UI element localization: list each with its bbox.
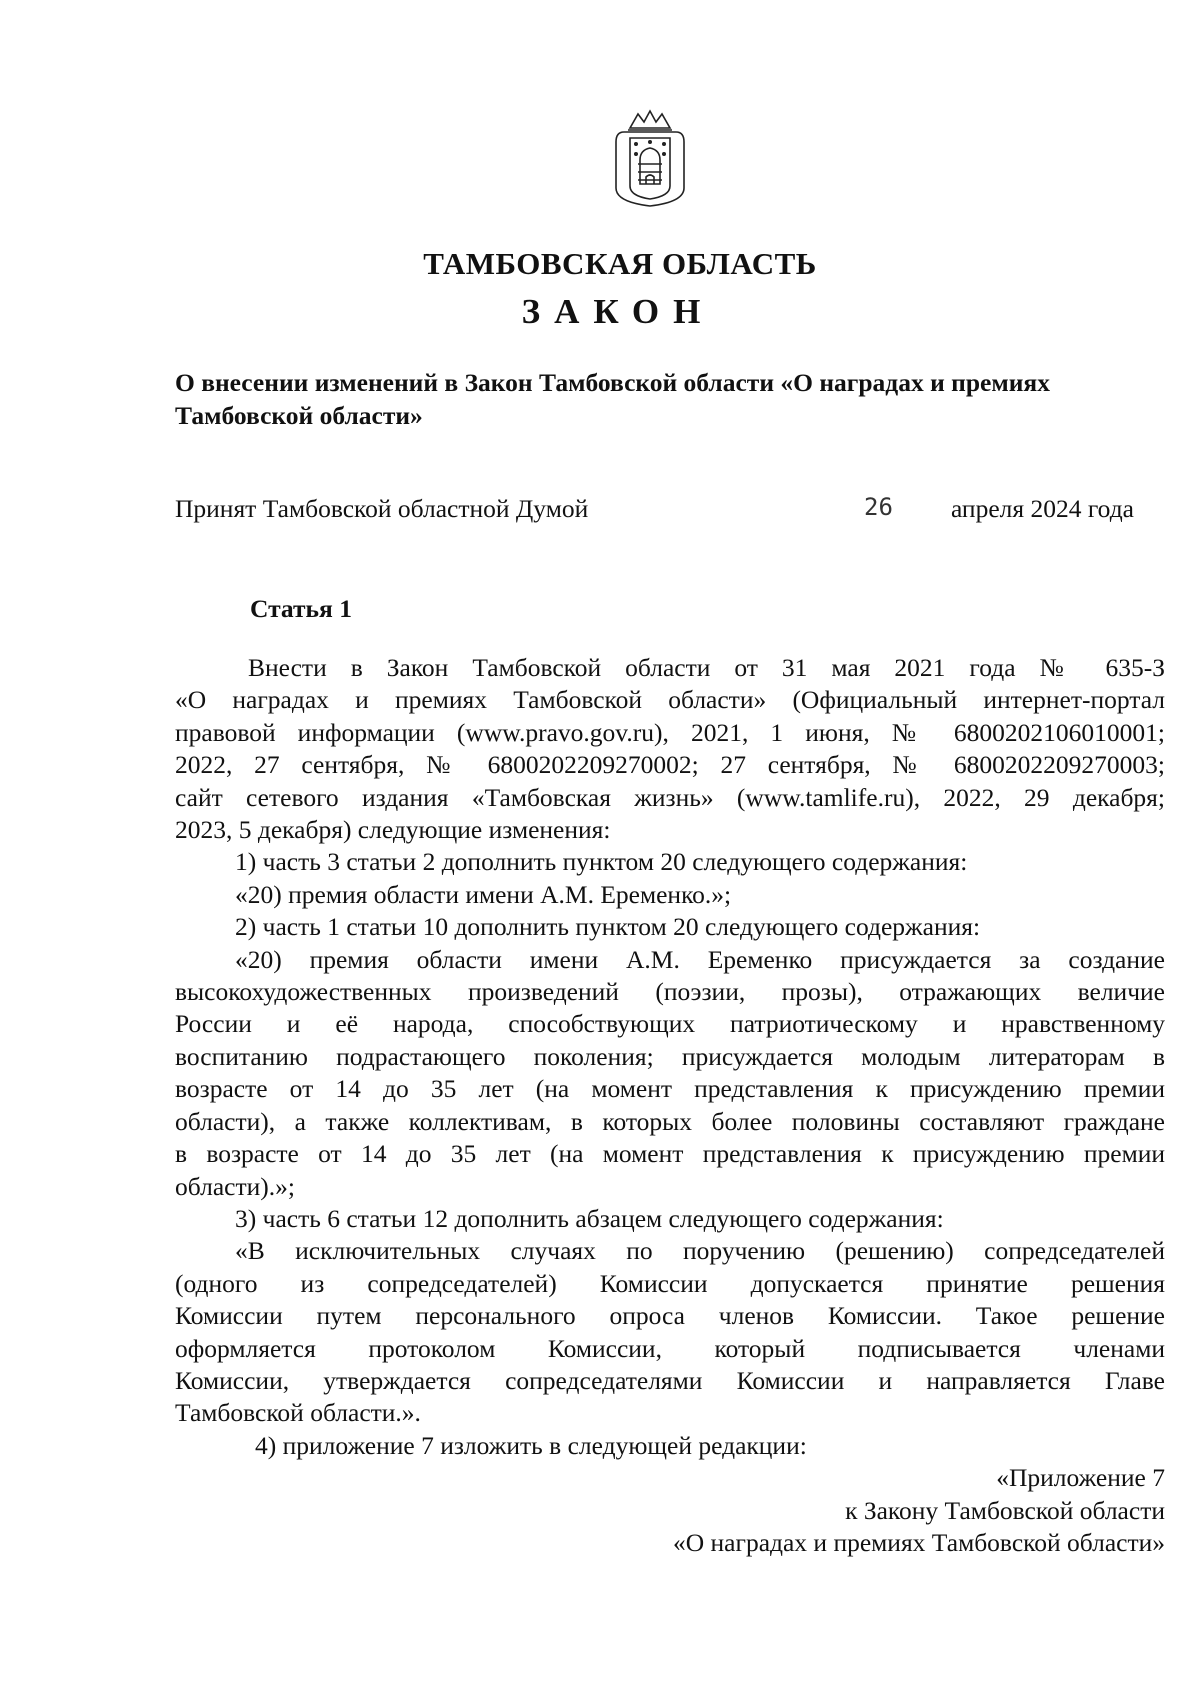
text-line: «20) премия области имени А.М. Еременко присуждается за создание [235, 944, 1165, 974]
text-line: «В исключительных случаях по поручению (решению) сопредседателей [235, 1236, 1165, 1266]
text-line: области), а также коллективам, в которых более половины составляют граждане [175, 1106, 1165, 1136]
text-line: правовой информации (www.pravo.gov.ru), 2021, 1 июня, № 6800202106010001; [175, 717, 1165, 747]
law-title: О внесении изменений в Закон Тамбовской области «О наградах и премиях Тамбовской области» [175, 368, 1050, 430]
amendment-item: 3) часть 6 статьи 12 дополнить абзацем следующего содержания: [235, 1203, 944, 1233]
appendix-heading-line: «О наградах и премиях Тамбовской области» [672, 1527, 1165, 1557]
text-line: сайт сетевого издания «Тамбовская жизнь» (www.tamlife.ru), 2022, 29 декабря; [175, 782, 1165, 812]
text-line: Комиссии путем персонального опроса членов Комиссии. Такое решение [175, 1301, 1165, 1331]
text-line: Внести в Закон Тамбовской области от 31 мая 2021 года № 635-З [248, 653, 1165, 682]
article-body [175, 652, 1165, 1559]
text-line: Комиссии, утверждается сопредседателями Комиссии и направляется Главе [175, 1365, 1165, 1395]
amendment-item: 4) приложение 7 изложить в следующей редакции: [255, 1430, 807, 1460]
text-line: «О наградах и премиях Тамбовской области» (Официальный интернет-портал [175, 685, 1165, 715]
text-line: (одного из сопредседателей) Комиссии допускается принятие решения [175, 1268, 1165, 1298]
text-line: оформляется протоколом Комиссии, который подписывается членами [175, 1333, 1165, 1363]
text-line: в возрасте от 14 до 35 лет (на момент представления к присуждению премии [175, 1139, 1165, 1169]
text-line: области).»; [175, 1171, 295, 1201]
region-title: ТАМБОВСКАЯ ОБЛАСТЬ [423, 246, 817, 281]
text-line: воспитанию подрастающего поколения; присуждается молодым литераторам в [175, 1041, 1165, 1071]
text-line: 2023, 5 декабря) следующие изменения: [175, 815, 611, 845]
coat-of-arms-icon [608, 108, 692, 208]
document-type: ЗАКОН [521, 292, 715, 331]
text-line: России и её народа, способствующих патриотическому и нравственному [175, 1009, 1165, 1039]
amendment-item: 1) часть 3 статьи 2 дополнить пунктом 20 следующего содержания: [235, 847, 968, 877]
amendment-text: «20) премия области имени А.М. Еременко.»; [235, 879, 732, 909]
text-line: возрасте от 14 до 35 лет (на момент представления к присуждению премии [175, 1074, 1165, 1104]
article-heading: Статья 1 [250, 594, 352, 623]
amendment-item: 2) часть 1 статьи 10 дополнить пунктом 20 следующего содержания: [235, 912, 981, 942]
appendix-heading-line: «Приложение 7 [996, 1463, 1165, 1493]
adoption-day: 26 [864, 493, 893, 521]
text-line: 2022, 27 сентября, № 6800202209270002; 27 сентября, № 6800202209270003; [175, 750, 1165, 780]
text-line: Тамбовской области.». [175, 1398, 421, 1428]
appendix-heading-line: к Закону Тамбовской области [845, 1495, 1165, 1525]
text-line: высокохудожественных произведений (поэзии, прозы), отражающих величие [175, 977, 1165, 1007]
adoption-statement: Принят Тамбовской областной Думой [175, 494, 589, 523]
adoption-date: апреля 2024 года [950, 494, 1134, 523]
